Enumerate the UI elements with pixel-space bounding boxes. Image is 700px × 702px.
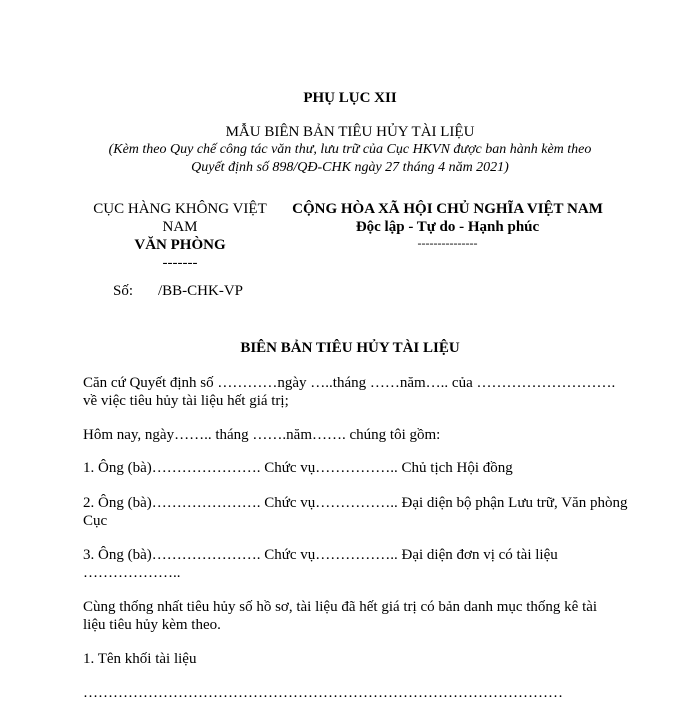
org-name-line-2: NAM (162, 219, 198, 235)
member-2-line-2: Cục (83, 513, 108, 529)
member-3-line-2: ……………….. (83, 565, 181, 581)
subtitle-line-1: (Kèm theo Quy chế công tác văn thư, lưu trữ của Cục HKVN được ban hành kèm theo (108, 142, 592, 157)
item-1-heading: 1. Tên khối tài liệu (83, 651, 197, 667)
national-motto: Độc lập - Tự do - Hạnh phúc (355, 219, 540, 235)
country-name: CỘNG HÒA XÃ HỘI CHỦ NGHĨA VIỆT NAM (292, 201, 603, 217)
subtitle-line-2: Quyết định số 898/QĐ-CHK ngày 27 tháng 4 năm 2021) (191, 160, 509, 175)
number-value: /BB-CHK-VP (158, 283, 244, 299)
annex-title: PHỤ LỤC XII (303, 90, 397, 106)
right-rule: --------------- (417, 236, 478, 250)
agreement-line-2: liệu tiêu hủy kèm theo. (83, 617, 221, 633)
form-title: MẪU BIÊN BẢN TIÊU HỦY TÀI LIỆU (225, 124, 475, 140)
dotted-fill-line: …………………………………………………………………………………… (83, 685, 563, 701)
agreement-line-1: Cùng thống nhất tiêu hủy số hồ sơ, tài liệu đã hết giá trị có bản danh mục thống kê tài (83, 599, 598, 615)
member-3-line-1: 3. Ông (bà)…………………. Chức vụ…………….. Đại diện đơn vị có tài liệu (83, 547, 558, 563)
unit-name: VĂN PHÒNG (134, 237, 226, 253)
number-label: Số: (113, 283, 134, 299)
basis-line-1: Căn cứ Quyết định số …………ngày …..tháng ……năm….. của ………………………. (83, 375, 616, 391)
org-name-line-1: CỤC HÀNG KHÔNG VIỆT (93, 201, 267, 217)
meeting-date-line: Hôm nay, ngày…….. tháng …….năm……. chúng tôi gồm: (83, 427, 441, 443)
basis-line-2: về việc tiêu hủy tài liệu hết giá trị; (83, 393, 289, 409)
member-1-line: 1. Ông (bà)…………………. Chức vụ…………….. Chủ tịch Hội đồng (83, 460, 513, 476)
member-2-line-1: 2. Ông (bà)…………………. Chức vụ…………….. Đại diện bộ phận Lưu trữ, Văn phòng (83, 495, 628, 511)
left-rule: ------- (162, 255, 198, 271)
document-title: BIÊN BẢN TIÊU HỦY TÀI LIỆU (240, 340, 460, 356)
